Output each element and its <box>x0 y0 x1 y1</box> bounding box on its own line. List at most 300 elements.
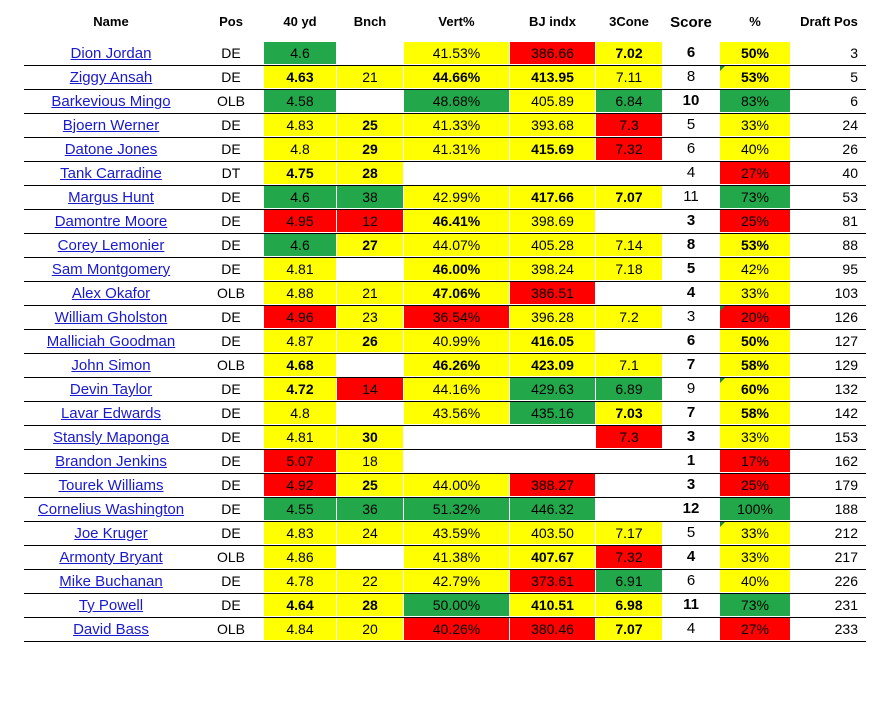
three-cone-cell: 7.32 <box>596 138 662 160</box>
forty-yard-cell: 4.58 <box>264 90 336 112</box>
draft-pos-cell: 53 <box>842 189 858 205</box>
bench-cell: 25 <box>337 114 403 136</box>
player-name-link[interactable]: Mike Buchanan <box>59 573 163 590</box>
percent-cell: 27% <box>720 162 790 184</box>
pos-cell: DE <box>221 525 241 541</box>
name-cell <box>24 90 198 112</box>
header-40yd[interactable]: 40 yd <box>283 14 317 29</box>
three-cone-cell: 7.07 <box>596 186 662 208</box>
pos-cell: DE <box>221 189 241 205</box>
table-row <box>24 594 866 618</box>
name-cell <box>24 474 198 496</box>
name-cell <box>24 42 198 64</box>
bench-cell: 38 <box>337 186 403 208</box>
forty-yard-cell: 4.81 <box>264 426 336 448</box>
header-pct[interactable]: % <box>749 14 761 29</box>
header-pos[interactable]: Pos <box>219 14 243 29</box>
percent-value: 20% <box>740 309 770 325</box>
player-name-link[interactable]: Sam Montgomery <box>51 261 171 278</box>
score-cell: 12 <box>682 500 700 517</box>
score-cell: 8 <box>686 68 696 85</box>
player-name-link[interactable]: Corey Lemonier <box>57 237 165 254</box>
three-cone-cell: 6.91 <box>596 570 662 592</box>
three-cone-cell: 7.17 <box>596 522 662 544</box>
header-bench[interactable]: Bnch <box>353 14 387 29</box>
score-cell: 5 <box>686 116 696 133</box>
table-row <box>24 258 866 282</box>
table-row <box>24 186 866 210</box>
bench-cell: 14 <box>337 378 403 400</box>
player-name-link[interactable]: Lavar Edwards <box>60 405 162 422</box>
bj-index-cell: 373.61 <box>510 570 595 592</box>
pos-cell: OLB <box>216 549 245 565</box>
header-3cone[interactable]: 3Cone <box>609 14 649 29</box>
table-row <box>24 42 866 66</box>
player-name-link[interactable]: Malliciah Goodman <box>46 333 176 350</box>
forty-yard-cell: 4.83 <box>264 114 336 136</box>
pos-cell: OLB <box>216 621 245 637</box>
percent-cell: 33% <box>720 114 790 136</box>
bj-index-cell: 393.68 <box>510 114 595 136</box>
three-cone-cell <box>596 450 662 472</box>
table-row <box>24 330 866 354</box>
bench-cell: 25 <box>337 474 403 496</box>
header-bj-index[interactable]: BJ indx <box>529 14 576 29</box>
pos-cell: OLB <box>216 357 245 373</box>
bench-cell: 28 <box>337 594 403 616</box>
bench-cell: 27 <box>337 234 403 256</box>
forty-yard-cell: 4.6 <box>264 42 336 64</box>
pos-cell: DE <box>221 333 241 349</box>
score-cell: 11 <box>683 596 699 613</box>
table-row <box>24 210 866 234</box>
score-cell: 6 <box>686 140 696 157</box>
pos-cell: DT <box>221 165 241 181</box>
bj-index-cell <box>510 426 595 448</box>
vert-cell: 42.99% <box>404 186 509 208</box>
pos-cell: DE <box>221 117 241 133</box>
table-row <box>24 138 866 162</box>
table-row <box>24 66 866 90</box>
forty-yard-cell: 4.8 <box>264 402 336 424</box>
draft-pos-cell: 217 <box>834 549 858 565</box>
percent-cell: 42% <box>720 258 790 280</box>
score-cell: 7 <box>686 356 696 373</box>
name-cell <box>24 354 198 376</box>
table-row <box>24 90 866 114</box>
name-cell <box>24 210 198 232</box>
draft-pos-cell: 5 <box>850 69 858 85</box>
bench-cell: 21 <box>337 66 403 88</box>
name-cell <box>24 234 198 256</box>
draft-pos-cell: 162 <box>834 453 858 469</box>
bj-index-cell: 386.66 <box>510 42 595 64</box>
percent-cell <box>720 66 790 88</box>
pos-cell: DE <box>221 141 241 157</box>
name-cell <box>24 282 198 304</box>
three-cone-cell: 7.11 <box>596 66 662 88</box>
pos-cell: DE <box>221 501 241 517</box>
three-cone-cell: 7.18 <box>596 258 662 280</box>
percent-cell: 25% <box>720 210 790 232</box>
draft-pos-cell: 129 <box>834 357 858 373</box>
forty-yard-cell: 4.92 <box>264 474 336 496</box>
player-name-link[interactable]: Datone Jones <box>64 141 158 158</box>
forty-yard-cell: 4.55 <box>264 498 336 520</box>
draft-prospects-table <box>24 10 866 642</box>
score-cell: 3 <box>686 428 696 445</box>
three-cone-cell: 7.14 <box>596 234 662 256</box>
forty-yard-cell: 4.75 <box>264 162 336 184</box>
name-cell <box>24 618 198 640</box>
player-name-link[interactable]: Devin Taylor <box>69 381 153 398</box>
three-cone-cell: 7.3 <box>596 114 662 136</box>
bench-cell: 18 <box>337 450 403 472</box>
percent-cell: 50% <box>720 42 790 64</box>
pos-cell: DE <box>221 69 241 85</box>
score-cell: 5 <box>686 260 696 277</box>
three-cone-cell: 7.03 <box>596 402 662 424</box>
draft-pos-cell: 6 <box>850 93 858 109</box>
table-row <box>24 474 866 498</box>
three-cone-cell <box>596 162 662 184</box>
player-name-link[interactable]: Stansly Maponga <box>53 429 169 446</box>
three-cone-cell: 7.02 <box>596 42 662 64</box>
bj-index-cell: 413.95 <box>510 66 595 88</box>
vert-cell: 41.31% <box>404 138 509 160</box>
table-row <box>24 114 866 138</box>
vert-cell: 40.99% <box>404 330 509 352</box>
name-cell <box>24 594 198 616</box>
bench-cell: 23 <box>337 306 403 328</box>
table-row <box>24 354 866 378</box>
bj-index-cell: 380.46 <box>510 618 595 640</box>
pos-cell: DE <box>221 237 241 253</box>
bj-index-cell: 388.27 <box>510 474 595 496</box>
bj-index-cell: 423.09 <box>510 354 595 376</box>
name-cell <box>24 162 198 184</box>
draft-pos-cell: 188 <box>834 501 858 517</box>
player-name-link[interactable]: Alex Okafor <box>71 285 151 302</box>
header-name[interactable]: Name <box>93 14 129 29</box>
vert-cell: 40.26% <box>404 618 509 640</box>
bench-cell: 26 <box>337 330 403 352</box>
vert-cell: 46.26% <box>404 354 509 376</box>
forty-yard-cell: 4.81 <box>264 258 336 280</box>
vert-cell: 36.54% <box>404 306 509 328</box>
three-cone-cell <box>596 474 662 496</box>
bj-index-cell: 416.05 <box>510 330 595 352</box>
pos-cell: DE <box>221 429 241 445</box>
pos-cell: DE <box>221 261 241 277</box>
three-cone-cell <box>596 282 662 304</box>
table-row <box>24 546 866 570</box>
bench-cell: 24 <box>337 522 403 544</box>
bj-index-cell: 415.69 <box>510 138 595 160</box>
table-body <box>24 42 866 642</box>
name-cell <box>24 570 198 592</box>
draft-pos-cell: 231 <box>834 597 858 613</box>
forty-yard-cell: 4.8 <box>264 138 336 160</box>
percent-cell: 53% <box>720 234 790 256</box>
name-cell <box>24 186 198 208</box>
bench-cell: 22 <box>337 570 403 592</box>
percent-cell: 73% <box>720 594 790 616</box>
percent-cell: 50% <box>720 330 790 352</box>
vert-cell: 50.00% <box>404 594 509 616</box>
score-cell: 7 <box>686 404 696 421</box>
three-cone-cell: 7.3 <box>596 426 662 448</box>
bj-index-cell: 407.67 <box>510 546 595 568</box>
vert-cell: 42.79% <box>404 570 509 592</box>
bj-index-cell <box>510 450 595 472</box>
score-cell: 4 <box>686 548 696 565</box>
draft-pos-cell: 226 <box>834 573 858 589</box>
forty-yard-cell: 4.72 <box>264 378 336 400</box>
player-name-link[interactable]: Bjoern Werner <box>62 117 160 134</box>
pos-cell: DE <box>221 597 241 613</box>
vert-cell: 43.59% <box>404 522 509 544</box>
score-cell: 6 <box>686 44 696 61</box>
bj-index-cell: 386.51 <box>510 282 595 304</box>
player-name-link[interactable]: Ty Powell <box>78 597 144 614</box>
table-row <box>24 162 866 186</box>
pos-cell: DE <box>221 477 241 493</box>
vert-cell: 44.00% <box>404 474 509 496</box>
percent-value: 60% <box>740 381 770 397</box>
bench-cell: 28 <box>337 162 403 184</box>
bench-cell: 12 <box>337 210 403 232</box>
bench-cell <box>337 402 403 424</box>
forty-yard-cell: 4.78 <box>264 570 336 592</box>
forty-yard-cell: 4.87 <box>264 330 336 352</box>
name-cell <box>24 546 198 568</box>
player-name-link[interactable]: Joe Kruger <box>74 525 148 542</box>
three-cone-cell: 6.84 <box>596 90 662 112</box>
pos-cell: DE <box>221 45 241 61</box>
score-cell: 1 <box>686 452 696 469</box>
percent-cell <box>720 306 790 328</box>
table-row <box>24 282 866 306</box>
percent-cell: 40% <box>720 138 790 160</box>
vert-cell: 47.06% <box>404 282 509 304</box>
forty-yard-cell: 4.64 <box>264 594 336 616</box>
bench-cell <box>337 258 403 280</box>
name-cell <box>24 426 198 448</box>
three-cone-cell: 6.98 <box>596 594 662 616</box>
table-row <box>24 426 866 450</box>
table-row <box>24 306 866 330</box>
percent-cell: 83% <box>720 90 790 112</box>
forty-yard-cell: 4.83 <box>264 522 336 544</box>
forty-yard-cell: 4.96 <box>264 306 336 328</box>
forty-yard-cell: 4.6 <box>264 186 336 208</box>
bj-index-cell: 417.66 <box>510 186 595 208</box>
comment-marker-icon <box>720 306 725 311</box>
name-cell <box>24 114 198 136</box>
forty-yard-cell: 4.95 <box>264 210 336 232</box>
bj-index-cell: 410.51 <box>510 594 595 616</box>
bench-cell: 36 <box>337 498 403 520</box>
three-cone-cell: 7.2 <box>596 306 662 328</box>
table-row <box>24 378 866 402</box>
percent-value: 33% <box>740 525 770 541</box>
table-row <box>24 450 866 474</box>
pos-cell: DE <box>221 309 241 325</box>
bj-index-cell: 446.32 <box>510 498 595 520</box>
name-cell <box>24 138 198 160</box>
three-cone-cell: 7.1 <box>596 354 662 376</box>
name-cell <box>24 498 198 520</box>
name-cell <box>24 378 198 400</box>
bench-cell <box>337 546 403 568</box>
vert-cell <box>404 162 509 184</box>
header-draft-pos[interactable]: Draft Pos <box>800 14 858 29</box>
percent-cell: 73% <box>720 186 790 208</box>
bench-cell <box>337 90 403 112</box>
vert-cell: 48.68% <box>404 90 509 112</box>
draft-pos-cell: 179 <box>834 477 858 493</box>
vert-cell: 43.56% <box>404 402 509 424</box>
three-cone-cell <box>596 498 662 520</box>
forty-yard-cell: 4.84 <box>264 618 336 640</box>
percent-cell: 17% <box>720 450 790 472</box>
vert-cell: 46.41% <box>404 210 509 232</box>
bj-index-cell: 403.50 <box>510 522 595 544</box>
bench-cell <box>337 42 403 64</box>
draft-pos-cell: 153 <box>834 429 858 445</box>
vert-cell: 41.33% <box>404 114 509 136</box>
bench-cell: 30 <box>337 426 403 448</box>
percent-cell: 25% <box>720 474 790 496</box>
percent-cell: 100% <box>720 498 790 520</box>
bj-index-cell: 429.63 <box>510 378 595 400</box>
name-cell <box>24 522 198 544</box>
bj-index-cell: 435.16 <box>510 402 595 424</box>
player-name-link[interactable]: Brandon Jenkins <box>55 453 167 470</box>
name-cell <box>24 66 198 88</box>
bench-cell: 29 <box>337 138 403 160</box>
table-row <box>24 522 866 546</box>
draft-pos-cell: 95 <box>842 261 858 277</box>
header-vert[interactable]: Vert% <box>438 14 475 29</box>
player-name-link[interactable]: Margus Hunt <box>68 189 154 206</box>
draft-pos-cell: 126 <box>834 309 858 325</box>
pos-cell: DE <box>221 573 241 589</box>
player-name-link[interactable]: David Bass <box>73 621 149 638</box>
vert-cell: 44.16% <box>404 378 509 400</box>
score-cell: 3 <box>686 476 696 493</box>
pos-cell: DE <box>221 381 241 397</box>
name-cell <box>24 258 198 280</box>
table-row <box>24 570 866 594</box>
comment-marker-icon <box>720 522 725 527</box>
draft-pos-cell: 40 <box>842 165 858 181</box>
three-cone-cell <box>596 210 662 232</box>
score-cell: 3 <box>686 212 696 229</box>
player-name-link[interactable]: Armonty Bryant <box>59 549 163 566</box>
vert-cell: 46.00% <box>404 258 509 280</box>
bj-index-cell: 405.28 <box>510 234 595 256</box>
bj-index-cell: 396.28 <box>510 306 595 328</box>
player-name-link[interactable]: Cornelius Washington <box>37 501 185 518</box>
percent-cell: 33% <box>720 282 790 304</box>
bj-index-cell: 405.89 <box>510 90 595 112</box>
forty-yard-cell: 5.07 <box>264 450 336 472</box>
draft-pos-cell: 212 <box>834 525 858 541</box>
three-cone-cell: 7.32 <box>596 546 662 568</box>
percent-cell: 40% <box>720 570 790 592</box>
header-score[interactable]: Score <box>670 14 712 31</box>
three-cone-cell: 6.89 <box>596 378 662 400</box>
three-cone-cell: 7.07 <box>596 618 662 640</box>
score-cell: 9 <box>686 380 696 397</box>
pos-cell: DE <box>221 405 241 421</box>
draft-pos-cell: 132 <box>834 381 858 397</box>
bj-index-cell: 398.69 <box>510 210 595 232</box>
forty-yard-cell: 4.6 <box>264 234 336 256</box>
percent-cell: 27% <box>720 618 790 640</box>
draft-pos-cell: 142 <box>834 405 858 421</box>
draft-pos-cell: 81 <box>842 213 858 229</box>
forty-yard-cell: 4.86 <box>264 546 336 568</box>
pos-cell: OLB <box>216 93 245 109</box>
percent-cell <box>720 378 790 400</box>
draft-pos-cell: 127 <box>834 333 858 349</box>
player-name-link[interactable]: John Simon <box>71 357 151 374</box>
percent-cell: 58% <box>720 354 790 376</box>
bench-cell <box>337 354 403 376</box>
vert-cell: 41.38% <box>404 546 509 568</box>
player-name-link[interactable]: Tourek Williams <box>58 477 164 494</box>
player-name-link[interactable]: Dion Jordan <box>70 45 152 62</box>
table-row <box>24 498 866 522</box>
pos-cell: OLB <box>216 285 245 301</box>
vert-cell <box>404 450 509 472</box>
bj-index-cell: 398.24 <box>510 258 595 280</box>
vert-cell: 41.53% <box>404 42 509 64</box>
comment-marker-icon <box>720 378 725 383</box>
score-cell: 11 <box>683 188 699 205</box>
player-name-link[interactable]: William Gholston <box>54 309 168 326</box>
vert-cell: 44.07% <box>404 234 509 256</box>
player-name-link[interactable]: Ziggy Ansah <box>69 69 153 86</box>
player-name-link[interactable]: Tank Carradine <box>60 165 162 182</box>
player-name-link[interactable]: Damontre Moore <box>54 213 168 230</box>
percent-cell: 33% <box>720 426 790 448</box>
comment-marker-icon <box>720 66 725 71</box>
pos-cell: DE <box>221 453 241 469</box>
vert-cell <box>404 426 509 448</box>
draft-pos-cell: 3 <box>850 45 858 61</box>
table-row <box>24 402 866 426</box>
score-cell: 4 <box>686 164 696 181</box>
draft-pos-cell: 233 <box>834 621 858 637</box>
bench-cell: 20 <box>337 618 403 640</box>
name-cell <box>24 450 198 472</box>
vert-cell: 44.66% <box>404 66 509 88</box>
percent-cell <box>720 522 790 544</box>
vert-cell: 51.32% <box>404 498 509 520</box>
draft-pos-cell: 24 <box>842 117 858 133</box>
player-name-link[interactable]: Barkevious Mingo <box>51 93 171 110</box>
score-cell: 5 <box>686 524 696 541</box>
score-cell: 4 <box>686 284 696 301</box>
draft-pos-cell: 103 <box>834 285 858 301</box>
pos-cell: DE <box>221 213 241 229</box>
score-cell: 4 <box>686 620 696 637</box>
forty-yard-cell: 4.68 <box>264 354 336 376</box>
